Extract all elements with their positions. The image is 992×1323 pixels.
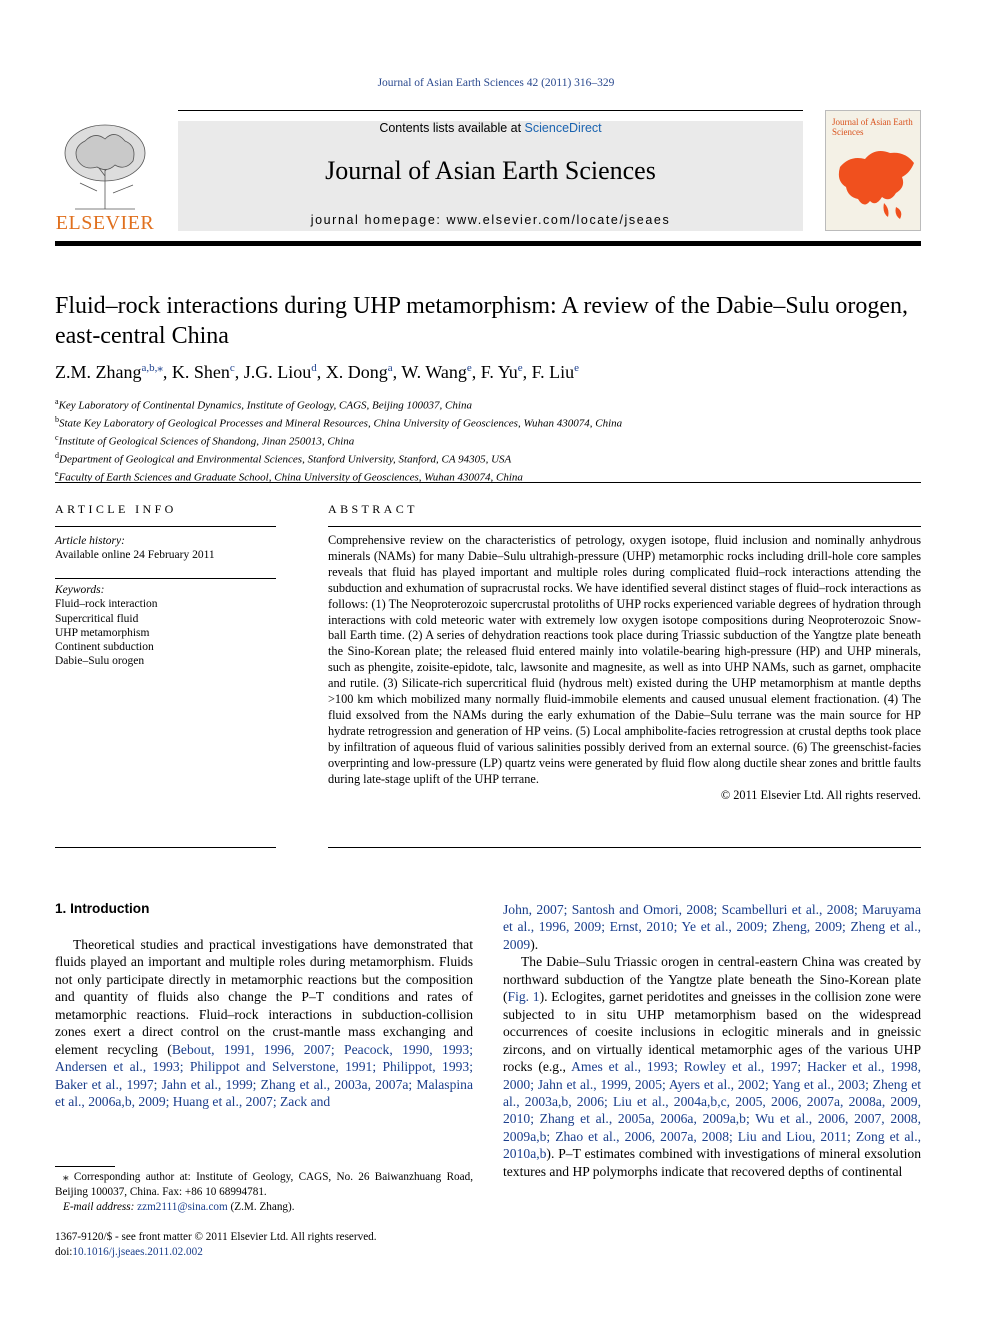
author[interactable]: F. Liu$^e$ [531,362,580,382]
keywords-block: Keywords: Fluid–rock interaction Supercritical fluid UHP metamorphism Continent subduction Dabie–Sulu orogen [55,584,158,668]
article-title: Fluid–rock interactions during UHP metamorphism: A review of the Dabie–Sulu orogen, east-central China [55,293,908,349]
journal-title: Journal of Asian Earth Sciences [325,156,656,185]
article-info-heading: ARTICLE INFO [55,502,177,516]
journal-homepage[interactable]: journal homepage: www.elsevier.com/locate/jseaes [310,213,671,227]
abstract-text: Comprehensive review on the characteristics of petrology, oxygen isotope, fluid inclusion and nominally anhydrous minerals (NAMs) for many Dabie–Sulu ultrahigh-pressure (UHP) metamorphic rocks including drill-hole core samples reveals that fluid has played important and multiple roles during complicated fluid–rock interactions attending the subduction and exhumation of supracrustal rocks. We have identified several distinct stages of fluid–rock interactions as follows: (1) The Neoproterozoic supercrustal protoliths of UHP rocks experienced variable degrees of hydration through interactions with cold meteoric water with extremely low oxygen isotope compositions during Neoproterozoic Snow-ball Earth time. (2) A series of dehydration reactions took place during Triassic subduction of the Yangtze plate beneath the Sino-Korean plate; the released fluid entered mainly into volatile-bearing high-pressure (HP) and UHP minerals, such as phengite, zoisite-epidote, talc, lawsonite and magnesite, as well as into UHP NAMs, such as garnet, omphacite and rutile. (3) Silicate-rich supercritical fluid (hydrous melt) existed during the UHP metamorphism at mantle depths >100 km which mobilized many normally fluid-immobile elements and caused unusual element fractionation. (4) The fluid exsolved from the NAMs during the early exhumation of the Dabie–Sulu terrane was the main source for HP hydrate retrogression and generation of HP veins. (5) Local amphibolite-facies retrogression at crustal depths took place by infiltration of aqueous fluid of various salinities possibly derived from an external source. (6) The greenschist-facies overprinting and low-pressure (LP) quartz veins were generated by fluid flow along ductile shear zones and brittle faults during late-stage uplift of the UHP terrane. [328,533,921,786]
contents-line [178,121,803,135]
asia-map-graphic [830,137,918,227]
author[interactable]: J.G. Liou$^d$ [243,362,317,382]
affiliation: $^a$Key Laboratory of Continental Dynamics, Institute of Geology, CAGS, Beijing 100037, China [55,397,472,412]
author[interactable]: F. Yu$^e$ [480,362,523,382]
journal-cover-image [825,110,921,231]
front-matter-note: 1367-9120/$ - see front matter © 2011 Elsevier Ltd. All rights reserved. doi:10.1016/j.jseaes.2011.02.002 [55,1231,377,1258]
author[interactable]: W. Wang$^e$ [401,362,472,382]
intro-column-right [503,901,921,1180]
keyword: Fluid–rock interaction [55,598,158,611]
keywords-rule [55,578,276,579]
cover-title: Journal of Asian Earth Sciences [832,117,913,137]
abstract-bottom-rule [328,847,921,848]
abstract-rule [328,526,921,527]
author[interactable]: K. Shen$^c$ [171,362,235,382]
author[interactable]: X. Dong$^a$ [325,362,393,382]
intro-paragraph-1: Theoretical studies and practical investigations have demonstrated that fluids played an important and multiple roles during metamorphism. Fluids not only participate directly in metamorphic reactions but the composition and quantity of fluids also change the P–T conditions and rates of metamorphic reactions. Fluid–rock interactions in subduction-collision zones exert a direct control on the crust-mantle mass exchanging and element recycling (Bebout, 1991, 1996, 2007; Peacock, 1990, 1993; Andersen et al., 1993; Philippot and Selverstone, 1991; Philippot, 1993; Baker et al., 1997; Jahn et al., 1999; Zhang et al., 2003a, 2007a; Malaspina et al., 2006a,b, 2009; Huang et al., 2007; Zack and [55,937,474,1110]
intro-column-left [55,936,473,1111]
elsevier-wordmark: ELSEVIER [55,212,155,234]
abstract-heading: ABSTRACT [328,502,418,516]
affiliation: $^d$Department of Geological and Environmental Sciences, Stanford University, Stanford, CA 94305, USA [55,450,512,466]
reference-links[interactable]: John, 2007; Santosh and Omori, 2008; Scambelluri et al., 2008; Maruyama et al., 1996, 2009; Ernst, 2010; Ye et al., 2009; Zheng, 2009; Zheng et al., 2009 [503,902,921,952]
intro-paragraph-1-cont: John, 2007; Santosh and Omori, 2008; Scambelluri et al., 2008; Maruyama et al., 1996, 2009; Ernst, 2010; Ye et al., 2009; Zheng, 2009; Zheng et al., 2009). [503,902,921,952]
footnote-rule [55,1166,115,1167]
masthead-bottom-rule [55,241,921,246]
reference-links[interactable]: Ames et al., 1993; Rowley et al., 1997; Hacker et al., 1998, 2000; Jahn et al., 1999, 2005; Ayers et al., 2002; Yang et al., 2003; Zheng et al., 2003a,b, 2006; Liu et al., 2004a,b,c, 2005, 2006, 2007a, 2008a, 2009, 2010; Zhang et al., 2005a, 2006a, 2009a,b; Wu et al., 2006, 2007, 2008, 2009a,b; Zhao et al., 2006, 2007a, 2008; Liu and Liou, 2011; Zong et al., 2010a,b [503,1059,921,1162]
journal-citation[interactable]: Journal of Asian Earth Sciences 42 (2011) 316–329 [377,77,615,89]
contents-prefix: Contents lists available at [379,121,525,135]
abstract-copyright: © 2011 Elsevier Ltd. All rights reserved. [720,787,921,802]
figure-link[interactable]: Fig. 1 [507,989,540,1005]
article-info-rule [55,526,276,527]
keyword: Supercritical fluid [55,612,139,625]
keyword: Continent subduction [55,641,154,654]
masthead-top-rule [178,110,803,111]
author[interactable]: Z.M. Zhang$^{a,b,⁎}$ [55,362,163,382]
affiliations [55,395,921,485]
email-link[interactable]: zzm2111@sina.com [137,1201,228,1213]
reference-links[interactable]: Bebout, 1991, 1996, 2007; Peacock, 1990, 1993; Andersen et al., 1993; Philippot and Selverstone, 1991; Philippot, 1993; Baker et al., 1997; Jahn et al., 1999; Zhang et al., 2003a, 2007a; Malaspina et al., 2006a,b, 2009; Huang et al., 2007; Zack and [55,1041,474,1110]
section-heading-introduction: 1. Introduction [55,901,150,916]
article-history: Article history: Available online 24 February 2011 [55,535,215,562]
article-info-bottom-rule [55,847,276,848]
affiliation: $^e$Faculty of Earth Sciences and Graduate School, China University of Geosciences, Wuhan 430074, China [55,468,523,484]
sciencedirect-link[interactable]: ScienceDirect [524,121,602,135]
affiliation: $^c$Institute of Geological Sciences of Shandong, Jinan 250013, China [55,432,355,448]
intro-paragraph-2: The Dabie–Sulu Triassic orogen in central-eastern China was created by northward subduction of the Yangtze plate beneath the Sino-Korean plate (Fig. 1). Eclogites, garnet peridotites and gneisses in the collision zone were subjected to in situ UHP metamorphism based on the widespread occurrences of coesite inclusions in eclogitic minerals and in gneissic zircons, and on virtually identical metamorphic ages of the various UHP rocks (e.g., Ames et al., 1993; Rowley et al., 1997; Hacker et al., 1998, 2000; Jahn et al., 1999, 2005; Ayers et al., 2002; Yang et al., 2003; Zheng et al., 2003a,b, 2006; Liu et al., 2004a,b,c, 2005, 2006, 2007a, 2008a, 2009, 2010; Zhang et al., 2005a, 2006a, 2009a,b; Wu et al., 2006, 2007, 2008, 2009a,b; Zhao et al., 2006, 2007a, 2008; Liu and Liou, 2011; Zong et al., 2010a,b). P–T estimates combined with investigations of mineral exsolution textures and HP polymorphs indicate that recovered depths of continental [503,954,921,1179]
keyword: UHP metamorphism [55,626,150,639]
author-list: Z.M. Zhang$^{a,b,⁎}$, K. Shen$^c$, J.G. Liou$^d$, X. Dong$^a$, W. Wang$^e$, F. Yu$^e$, F. Liu$^e$ [55,362,580,382]
corresponding-author-note: ⁎ Corresponding author at: Institute of Geology, CAGS, No. 26 Baiwanzhuang Road, Beijing 100037, China. Fax: +86 10 68994781. E-mail address: zzm2111@sina.com (Z.M. Zhang). [55,1171,473,1213]
keyword: Dabie–Sulu orogen [55,655,145,668]
header-divider [55,482,921,483]
abstract-body [328,533,921,803]
affiliation: $^b$State Key Laboratory of Geological Processes and Mineral Resources, China University of Geosciences, Wuhan 430074, China [55,414,623,430]
doi-link[interactable]: 10.1016/j.jseaes.2011.02.002 [72,1246,203,1258]
